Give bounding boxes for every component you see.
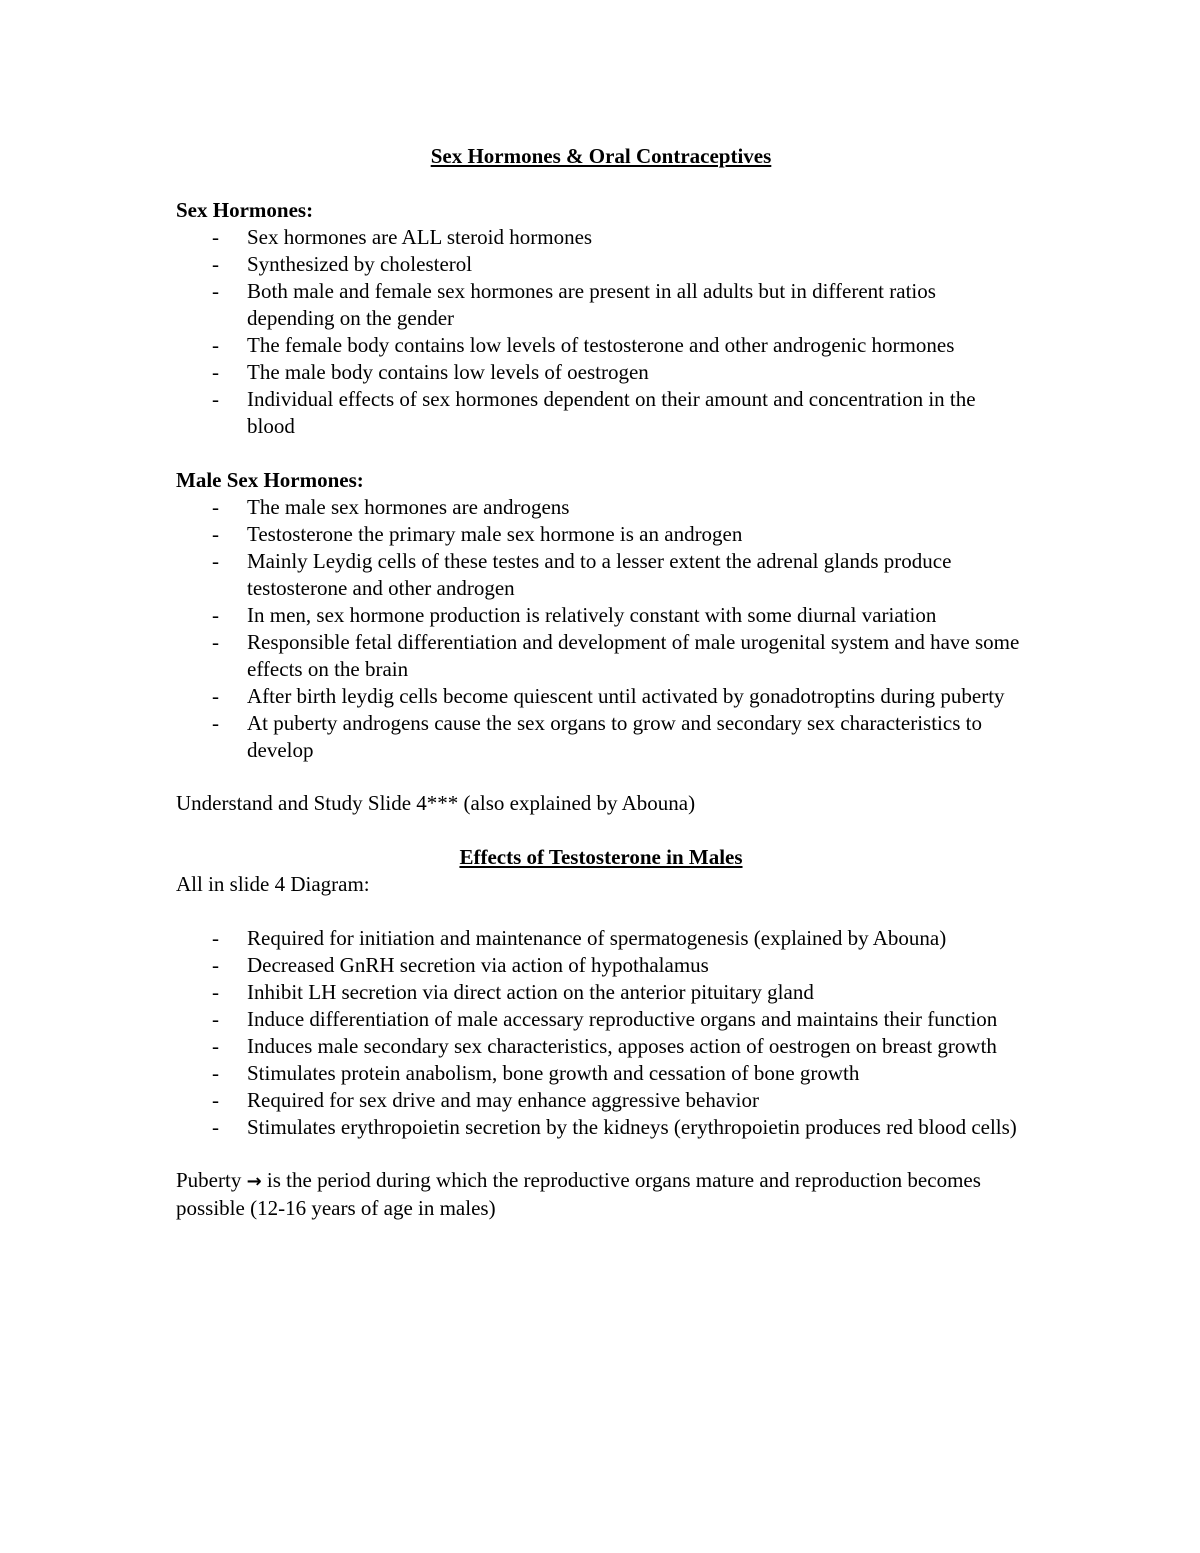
list-item: - In men, sex hormone production is relatively constant with some diurnal variation bbox=[176, 602, 1026, 629]
list-item: - After birth leydig cells become quiescent until activated by gonadotroptins during puberty bbox=[176, 683, 1026, 710]
male-sex-hormones-heading: Male Sex Hormones: bbox=[176, 468, 364, 492]
puberty-text: is the period during which the reproductive organs mature and reproduction becomes possible (12-16 years of age in males) bbox=[176, 1168, 981, 1220]
sex-hormones-list bbox=[176, 224, 1026, 440]
list-item: - Required for sex drive and may enhance aggressive behavior bbox=[176, 1087, 1026, 1114]
list-item: - Mainly Leydig cells of these testes and to a lesser extent the adrenal glands produce testosterone and other androgen bbox=[176, 548, 1026, 602]
list-item: - Responsible fetal differentiation and development of male urogenital system and have some effects on the brain bbox=[176, 629, 1026, 683]
list-item: - Sex hormones are ALL steroid hormones bbox=[176, 224, 1026, 251]
list-item: - Testosterone the primary male sex hormone is an androgen bbox=[176, 521, 1026, 548]
effects-heading: Effects of Testosterone in Males bbox=[459, 845, 743, 869]
puberty-term: Puberty bbox=[176, 1168, 242, 1192]
list-item: - Individual effects of sex hormones dependent on their amount and concentration in the blood bbox=[176, 386, 1026, 440]
list-item: - Required for initiation and maintenance of spermatogenesis (explained by Abouna) bbox=[176, 925, 1026, 952]
sex-hormones-heading: Sex Hormones: bbox=[176, 198, 314, 222]
list-item: - The male body contains low levels of oestrogen bbox=[176, 359, 1026, 386]
male-sex-hormones-list bbox=[176, 494, 1026, 764]
list-item: - At puberty androgens cause the sex organs to grow and secondary sex characteristics to develop bbox=[176, 710, 1026, 764]
list-item: - The female body contains low levels of testosterone and other androgenic hormones bbox=[176, 332, 1026, 359]
list-item: - The male sex hormones are androgens bbox=[176, 494, 1026, 521]
list-item: - Synthesized by cholesterol bbox=[176, 251, 1026, 278]
effects-intro: All in slide 4 Diagram: bbox=[176, 872, 370, 896]
list-item: - Decreased GnRH secretion via action of hypothalamus bbox=[176, 952, 1026, 979]
right-arrow-icon: → bbox=[246, 1171, 262, 1192]
document-page bbox=[176, 143, 1026, 1222]
study-note: Understand and Study Slide 4*** (also explained by Abouna) bbox=[176, 791, 696, 815]
list-item: - Stimulates erythropoietin secretion by the kidneys (erythropoietin produces red blood cells) bbox=[176, 1114, 1026, 1141]
effects-list bbox=[176, 925, 1026, 1141]
puberty-definition bbox=[176, 1167, 1026, 1222]
list-item: - Stimulates protein anabolism, bone growth and cessation of bone growth bbox=[176, 1060, 1026, 1087]
list-item: - Induce differentiation of male accessary reproductive organs and maintains their function bbox=[176, 1006, 1026, 1033]
list-item: - Both male and female sex hormones are present in all adults but in different ratios depending on the gender bbox=[176, 278, 1026, 332]
list-item: - Induces male secondary sex characteristics, apposes action of oestrogen on breast growth bbox=[176, 1033, 1026, 1060]
document-title: Sex Hormones & Oral Contraceptives bbox=[430, 144, 772, 168]
list-item: - Inhibit LH secretion via direct action on the anterior pituitary gland bbox=[176, 979, 1026, 1006]
